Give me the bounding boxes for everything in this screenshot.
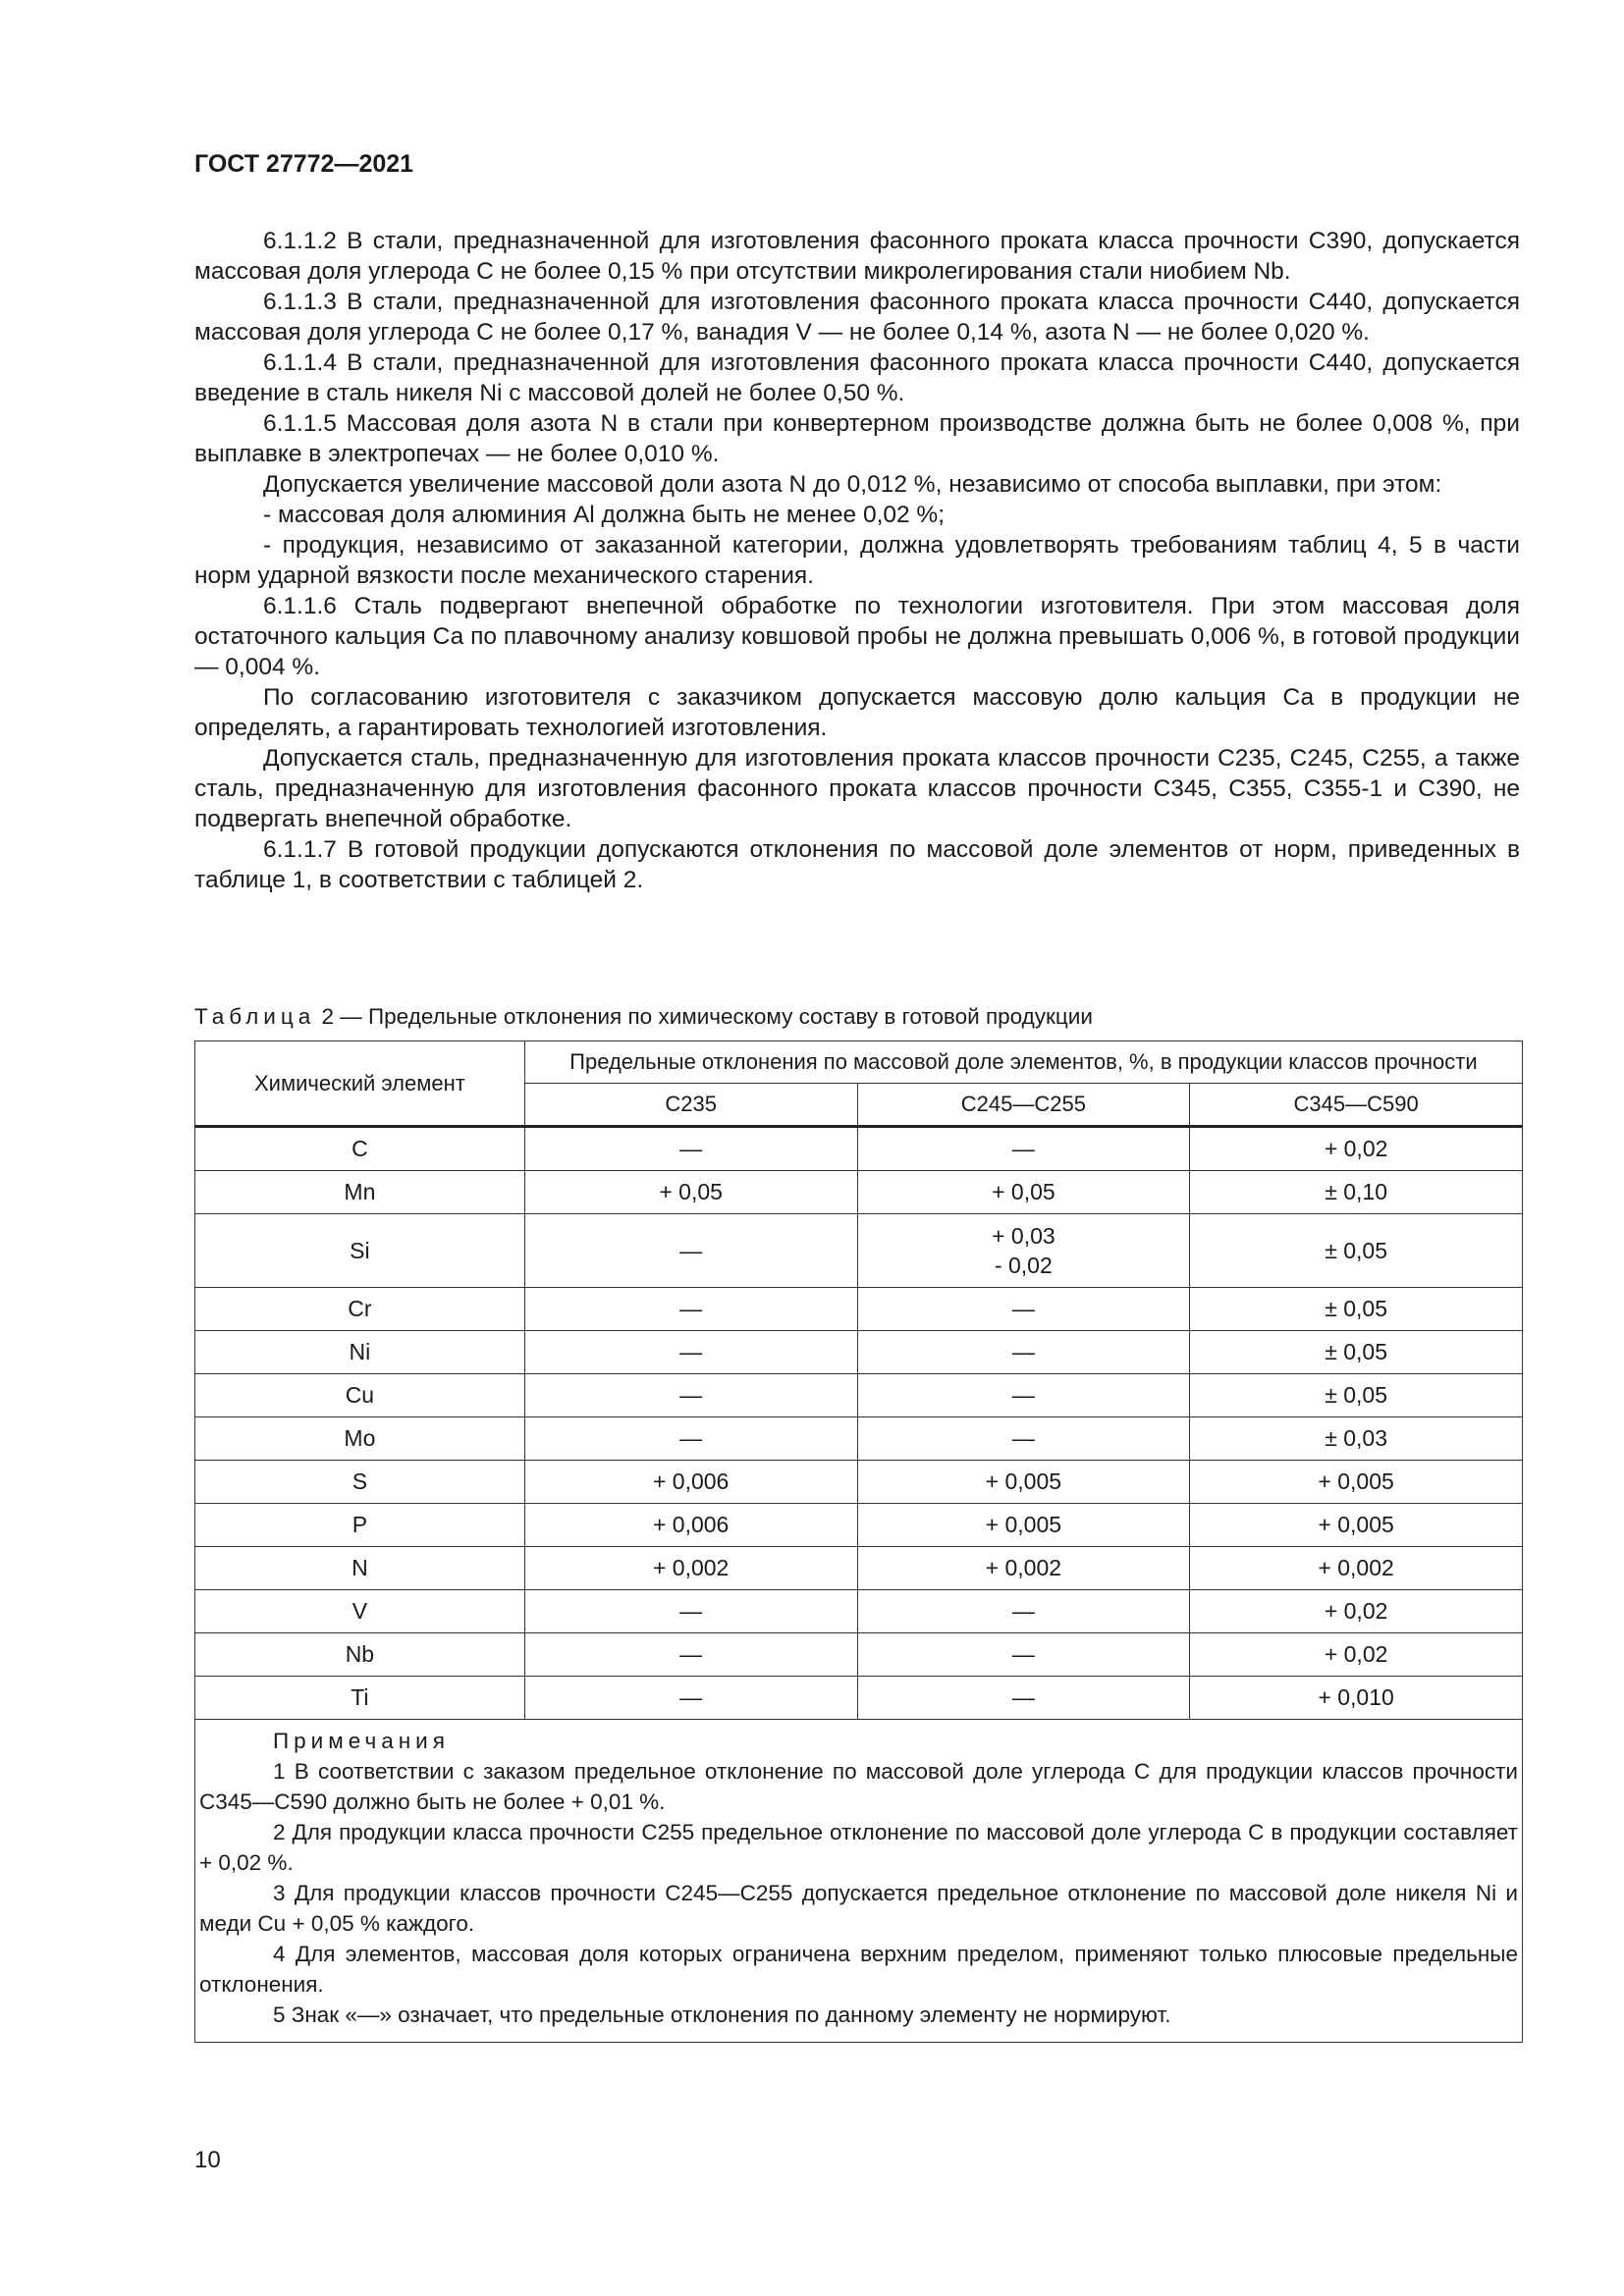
cell-element: Si [195,1214,525,1288]
cell-element: V [195,1590,525,1633]
cell-value: ± 0,05 [1190,1331,1523,1374]
notes-title: Примечания [273,1729,450,1753]
cell-value: + 0,02 [1190,1633,1523,1677]
cell-value: + 0,02 [1190,1127,1523,1171]
cell-line: + 0,03 [992,1223,1056,1249]
table-row [195,1504,1523,1547]
paragraph: 6.1.1.4 В стали, предназначенной для изготовления фасонного проката класса прочности С440, допускается введение в сталь никеля Ni с массовой долей не более 0,50 %. [194,349,1520,406]
header-class: С245—С255 [857,1084,1190,1127]
cell-value: ± 0,03 [1190,1417,1523,1461]
cell-element: Mo [195,1417,525,1461]
cell-value: ± 0,05 [1190,1214,1523,1288]
table-row [195,1127,1523,1171]
cell-value: + 0,002 [524,1547,857,1590]
note: 1 В соответствии с заказом предельное отклонение по массовой доле углерода С для продукции классов прочности С345—С590 должно быть не более + 0,01 %. [199,1759,1518,1814]
header-element: Химический элемент [195,1041,525,1127]
paragraph: 6.1.1.7 В готовой продукции допускаются отклонения по массовой доле элементов от норм, приведенных в таблице 1, в соответствии с таблицей 2. [194,836,1520,893]
paragraph: Допускается увеличение массовой доли азота N до 0,012 %, независимо от способа выплавки, при этом: [263,471,1442,498]
paragraph: 6.1.1.6 Сталь подвергают внепечной обработке по технологии изготовителя. При этом массовая доля остаточного кальция Са по плавочному анализу ковшовой пробы не должна превышать 0,006 %, в готовой продукции — 0,004 %. [194,593,1520,680]
paragraph: - продукция, независимо от заказанной категории, должна удовлетворять требованиям таблиц 4, 5 в части норм ударной вязкости после механического старения. [194,532,1520,589]
cell-value: + 0,005 [857,1504,1190,1547]
header-group: Предельные отклонения по массовой доле элементов, %, в продукции классов прочности [524,1041,1522,1084]
cell-value: — [524,1633,857,1677]
cell-value: + 0,002 [857,1547,1190,1590]
table-row [195,1374,1523,1417]
cell-value: — [524,1417,857,1461]
cell-element: Cu [195,1374,525,1417]
cell-value: + 0,05 [857,1171,1190,1214]
note: 4 Для элементов, массовая доля которых ограничена верхним пределом, применяют только плюсовые предельные отклонения. [199,1942,1518,1997]
table-row [195,1547,1523,1590]
paragraph: По согласованию изготовителя с заказчиком допускается массовую долю кальция Са в продукции не определять, а гарантировать технологией изготовления. [194,684,1520,741]
cell-element: N [195,1547,525,1590]
cell-value: — [524,1374,857,1417]
cell-element: C [195,1127,525,1171]
cell-value: — [857,1633,1190,1677]
table-row [195,1214,1523,1288]
table-caption [194,1004,1093,1030]
cell-element: Nb [195,1633,525,1677]
paragraph: - массовая доля алюминия Al должна быть не менее 0,02 %; [263,502,946,528]
cell-element: P [195,1504,525,1547]
table-row [195,1461,1523,1504]
cell-value [857,1214,1190,1288]
cell-element: S [195,1461,525,1504]
cell-value: + 0,02 [1190,1590,1523,1633]
cell-value: + 0,006 [524,1504,857,1547]
table-notes [195,1720,1523,2043]
cell-value: — [857,1590,1190,1633]
cell-value: — [524,1677,857,1720]
table-row [195,1288,1523,1331]
cell-value: + 0,05 [524,1171,857,1214]
header-class: С345—С590 [1190,1084,1523,1127]
cell-element: Cr [195,1288,525,1331]
cell-value: — [857,1417,1190,1461]
deviation-table [194,1041,1523,2043]
cell-value: + 0,005 [1190,1461,1523,1504]
cell-value: + 0,005 [857,1461,1190,1504]
cell-value: — [524,1214,857,1288]
note: 5 Знак «—» означает, что предельные отклонения по данному элементу не нормируют. [273,2002,1171,2027]
cell-value: — [524,1590,857,1633]
cell-value: + 0,006 [524,1461,857,1504]
cell-value: ± 0,10 [1190,1171,1523,1214]
note: 3 Для продукции классов прочности С245—С255 допускается предельное отклонение по массовой доле никеля Ni и меди Cu + 0,05 % каждого. [199,1881,1518,1936]
table-row [195,1677,1523,1720]
cell-value: — [857,1288,1190,1331]
body-text [194,226,1520,895]
table-row [195,1417,1523,1461]
cell-value: — [857,1374,1190,1417]
cell-element: Mn [195,1171,525,1214]
paragraph: 6.1.1.3 В стали, предназначенной для изготовления фасонного проката класса прочности С440, допускается массовая доля углерода С не более 0,17 %, ванадия V — не более 0,14 %, азота N — не более 0,020 %. [194,289,1520,346]
cell-value: ± 0,05 [1190,1374,1523,1417]
table-row [195,1590,1523,1633]
cell-line: - 0,02 [994,1253,1053,1278]
table-body [195,1127,1523,1720]
paragraph: Допускается сталь, предназначенную для изготовления проката классов прочности С235, С245, С255, а также сталь, предназначенную для изготовления фасонного проката классов прочности С345, С355, С355-1 и С390, не подвергать внепечной обработке. [194,745,1520,832]
table-row [195,1633,1523,1677]
note: 2 Для продукции класса прочности С255 предельное отклонение по массовой доле углерода С в продукции составляет + 0,02 %. [199,1820,1518,1875]
cell-value: + 0,010 [1190,1677,1523,1720]
cell-element: Ti [195,1677,525,1720]
cell-value: — [524,1288,857,1331]
cell-value: ± 0,05 [1190,1288,1523,1331]
cell-value: + 0,005 [1190,1504,1523,1547]
table-row [195,1331,1523,1374]
page-number: 10 [194,2147,221,2173]
cell-value: + 0,002 [1190,1547,1523,1590]
paragraph: 6.1.1.5 Массовая доля азота N в стали при конвертерном производстве должна быть не более 0,008 %, при выплавке в электропечах — не более 0,010 %. [194,410,1520,467]
cell-value: — [857,1331,1190,1374]
cell-value: — [524,1127,857,1171]
table-caption-text: 2 — Предельные отклонения по химическому составу в готовой продукции [315,1004,1093,1029]
cell-value: — [524,1331,857,1374]
header-class: С235 [524,1084,857,1127]
cell-element: Ni [195,1331,525,1374]
table-row [195,1171,1523,1214]
document-header: ГОСТ 27772—2021 [194,150,414,178]
table-caption-word: Таблица [194,1004,316,1029]
paragraph: 6.1.1.2 В стали, предназначенной для изготовления фасонного проката класса прочности С390, допускается массовая доля углерода С не более 0,15 % при отсутствии микролегирования стали ниобием Nb. [194,228,1520,285]
cell-value: — [857,1127,1190,1171]
cell-value: — [857,1677,1190,1720]
